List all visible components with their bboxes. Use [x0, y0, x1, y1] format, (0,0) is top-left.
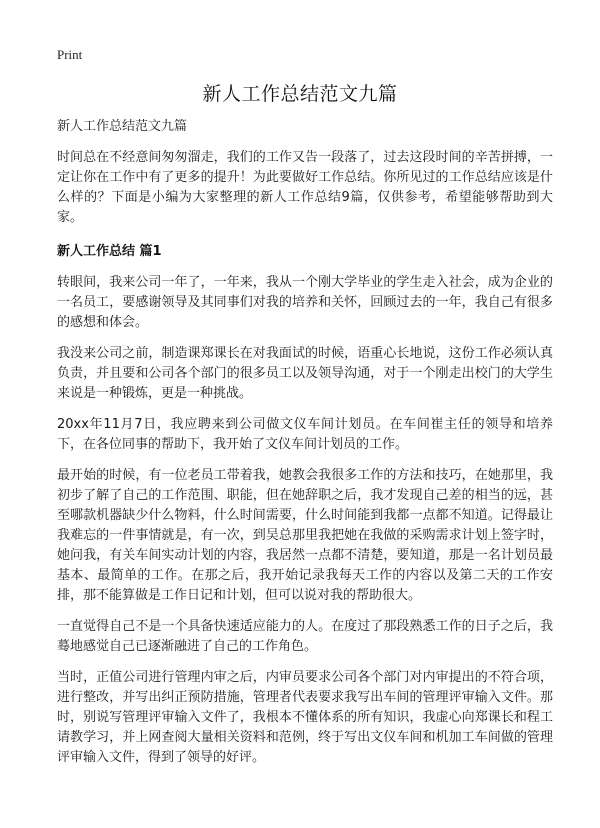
- document-subtitle: 新人工作总结范文九篇: [57, 119, 188, 134]
- body-paragraph: 一直觉得自己不是一个具备快速适应能力的人。在度过了那段熟悉工作的日子之后，我蓦地感觉自己已逐渐融进了自己的工作角色。: [57, 619, 553, 654]
- print-label[interactable]: Print: [57, 47, 83, 62]
- section-heading: 新人工作总结 篇1: [57, 244, 162, 259]
- body-paragraph: 我没来公司之前，制造课郑课长在对我面试的时候，语重心长地说，这份工作必须认真负责，并且要和公司各个部门的很多员工以及领导沟通，对于一个刚走出校门的大学生来说是一种锻炼，更是一种挑战。: [57, 346, 553, 401]
- body-paragraph: 转眼间，我来公司一年了，一年来，我从一个刚大学毕业的学生走入社会，成为企业的一名员工，要感谢领导及其同事们对我的培养和关怀，回顾过去的一年，我自己有很多的感想和体会。: [57, 275, 553, 330]
- intro-paragraph: 时间总在不经意间匆匆溜走，我们的工作又告一段落了，过去这段时间的辛苦拼搏，一定让你在工作中有了更多的提升！为此要做好工作总结。你所见过的工作总结应该是什么样的？下面是小编为大家整理的新人工作总结9篇，仅供参考，希望能够帮助到大家。: [57, 150, 553, 225]
- document-body: [57, 117, 553, 779]
- body-paragraph: 当时，正值公司进行管理内审之后，内审员要求公司各个部门对内审提出的不符合项，进行整改，并写出纠正预防措施，管理者代表要求我写出车间的管理评审输入文件。那时，别说写管理评审输入文件了，我根本不懂体系的所有知识，我虚心向郑课长和程工请教学习，并上网查阅大量相关资料和范例，终于写出文仪车间和机加工车间做的管理评审输入文件，得到了领导的好评。: [57, 670, 553, 765]
- body-paragraph: 最开始的时候，有一位老员工带着我，她教会我很多工作的方法和技巧，在她那里，我初步了解了自己的工作范围、职能，但在她辞职之后，我才发现自己差的相当的远，甚至哪款机器缺少什么物料，什么时间需要，什么时间能到我都一点都不知道。记得最让我难忘的一件事情就是，有一次，到吴总那里我把她在我做的采购需求计划上签字时，她问我，有关车间实动计划的内容，我居然一点都不清楚，要知道，那是一名计划员最基本、最简单的工作。在那之后，我开始记录我每天工作的内容以及第二天的工作安排，那不能算做是工作日记和计划，但可以说对我的帮助很大。: [57, 468, 553, 603]
- page-title: 新人工作总结范文九篇: [202, 83, 398, 105]
- body-paragraph: 20xx年11月7日，我应聘来到公司做文仪车间计划员。在车间崔主任的领导和培养下，在各位同事的帮助下，我开始了文仪车间计划员的工作。: [57, 417, 553, 452]
